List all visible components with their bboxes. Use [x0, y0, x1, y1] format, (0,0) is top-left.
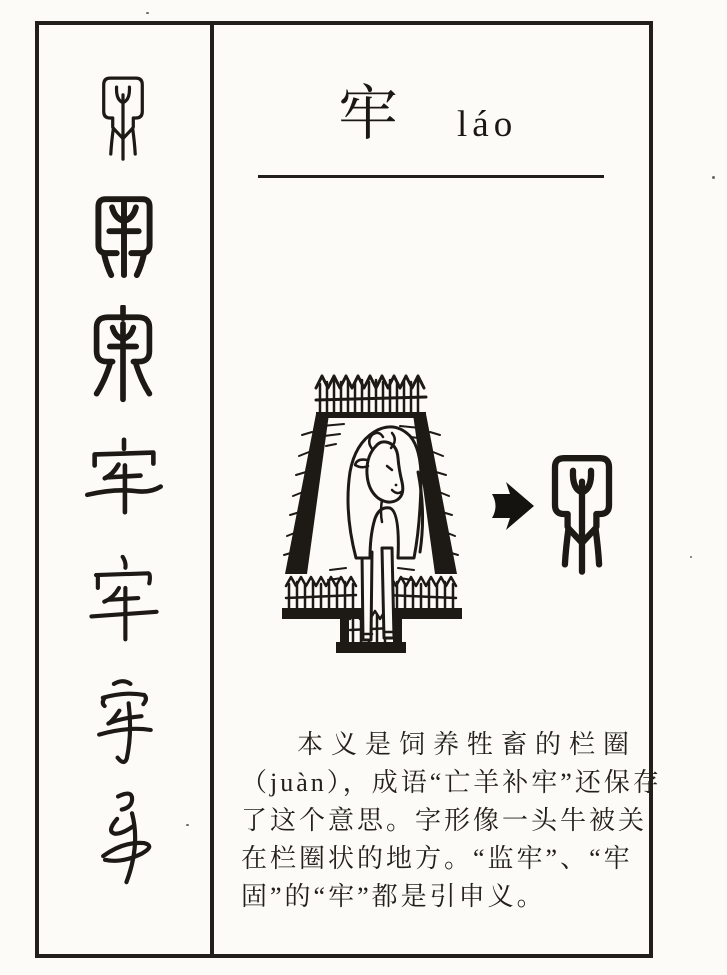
scan-speck [146, 12, 149, 14]
cursive-form [92, 786, 159, 889]
paragraph-line: （juàn），成语“亡羊补牢”还保存 [241, 768, 662, 797]
oracle-bone-glyph [555, 458, 609, 571]
clerical-form [81, 437, 167, 515]
bronze-form [92, 190, 156, 287]
pen-bottom-left-fence [282, 577, 362, 619]
pen-top-fence [316, 376, 426, 414]
scan-speck [690, 556, 692, 558]
headword-pinyin: láo [457, 104, 518, 145]
scan-speck [186, 824, 189, 826]
ox-pen-illustration [270, 362, 630, 662]
header-rule [258, 175, 604, 178]
arrow-right-icon [492, 482, 534, 530]
seal-form [87, 305, 159, 405]
column-divider [210, 21, 214, 958]
paragraph-line: 固”的“牢”都是引申义。 [241, 882, 546, 911]
paragraph-line: 本义是饲养牲畜的栏圈 [297, 730, 638, 759]
running-form [89, 674, 159, 774]
oracle-bone-form [97, 73, 149, 163]
paragraph-line: 在栏圈状的地方。“监牢”、“牢 [241, 844, 633, 873]
scan-speck [712, 176, 715, 179]
regular-form [85, 551, 163, 646]
paragraph-line: 了这个意思。字形像一头牛被关 [241, 806, 648, 835]
explanation-paragraph [241, 726, 662, 916]
headword-character: 牢 [338, 81, 398, 147]
